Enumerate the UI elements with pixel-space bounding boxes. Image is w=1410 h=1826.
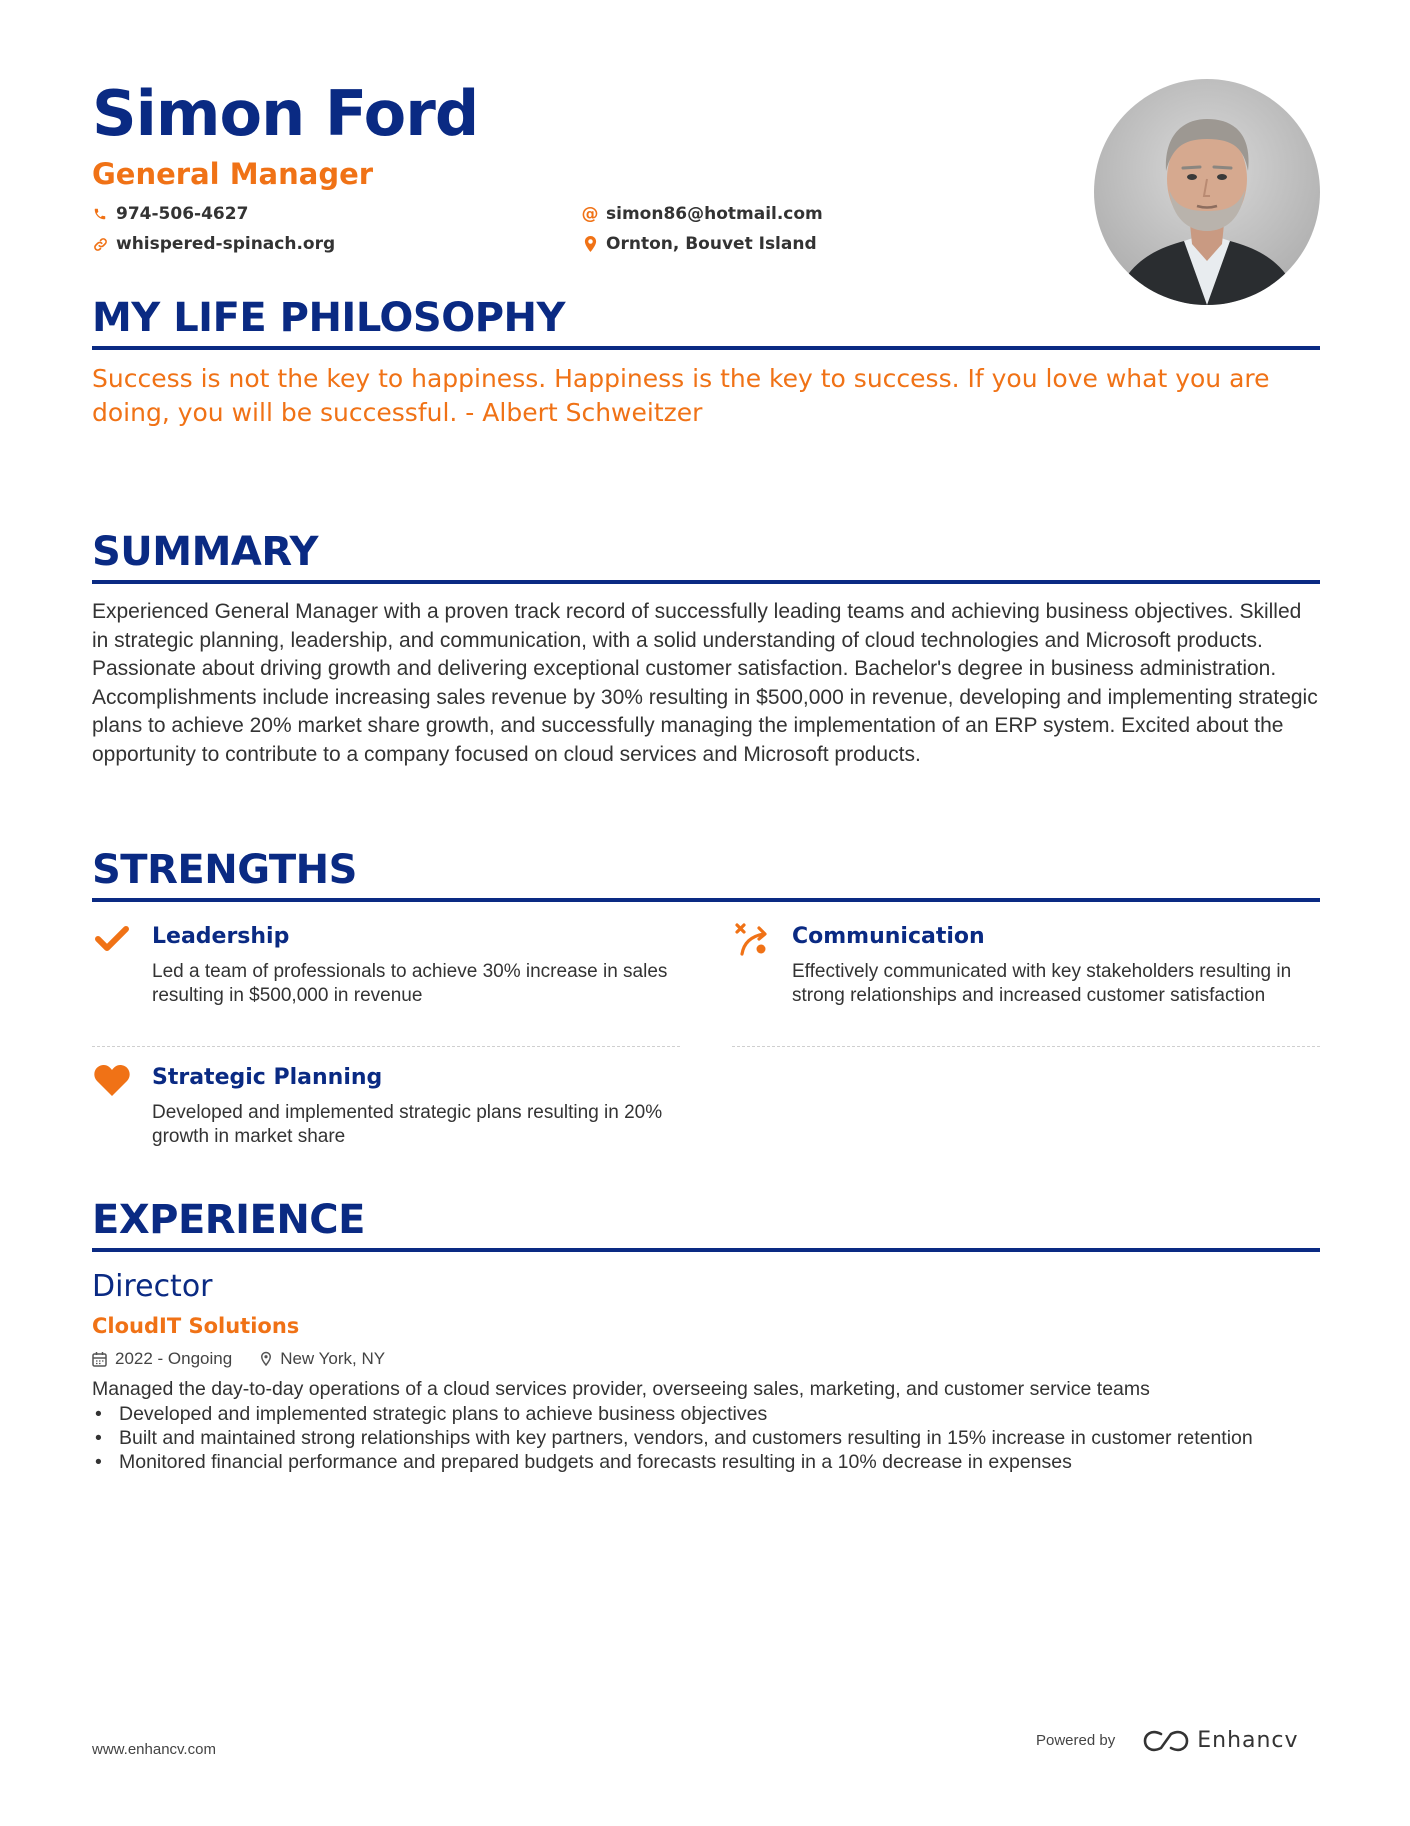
strength-desc: Effectively communicated with key stakeholders resulting in strong relationships and increased customer satisfaction xyxy=(792,961,1292,1006)
strength-title: Strategic Planning xyxy=(152,1065,383,1090)
job-meta xyxy=(92,1348,1320,1370)
experience-section xyxy=(92,1196,1320,1474)
list-item: • Developed and implemented strategic plans to achieve business objectives xyxy=(92,1402,1320,1426)
footer-brand xyxy=(1036,1728,1299,1753)
link-icon xyxy=(92,236,108,252)
job-location xyxy=(260,1349,385,1369)
strategy-path-icon xyxy=(732,922,772,956)
checkmark-icon xyxy=(92,922,132,956)
map-pin-icon xyxy=(582,236,598,252)
profile-photo xyxy=(1094,79,1320,305)
summary-text: Experienced General Manager with a proven track record of successfully leading teams and achieving business objectives. Skilled in strategic planning, leadership, and communication, with a solid understanding of cloud technologies and Microsoft products. Passionate about driving growth and delivering exceptional customer satisfaction. Bachelor's degree in business administration. Accomplishments include increasing sales revenue by 30% resulting in $500,000 in revenue, developing and implementing strategic plans to achieve 20% market share growth, and successfully managing the implementation of an ERP system. Excited about the opportunity to contribute to a company focused on cloud services and Microsoft products. xyxy=(92,600,1318,766)
job-location-text: New York, NY xyxy=(280,1349,386,1368)
website-contact[interactable] xyxy=(92,234,582,254)
email-contact[interactable] xyxy=(582,204,1022,224)
phone-contact[interactable] xyxy=(92,204,582,224)
strengths-grid xyxy=(92,922,1320,1182)
experience-entry xyxy=(92,1268,1320,1474)
enhancv-brand-text: Enhancv xyxy=(1197,1728,1299,1753)
powered-by-text: Powered by xyxy=(1036,1732,1116,1749)
footer-url[interactable]: www.enhancv.com xyxy=(92,1741,216,1758)
strength-desc: Led a team of professionals to achieve 30% increase in sales resulting in $500,000 in revenue xyxy=(152,961,668,1006)
phone-icon xyxy=(92,206,108,222)
phone-text: 974-506-4627 xyxy=(116,204,249,224)
strengths-heading: STRENGTHS xyxy=(92,846,1320,902)
heart-icon xyxy=(92,1063,132,1097)
company-name: CloudIT Solutions xyxy=(92,1314,300,1338)
enhancv-logo-icon xyxy=(1143,1729,1189,1753)
location-text: Ornton, Bouvet Island xyxy=(606,234,817,254)
list-item: • Monitored financial performance and prepared budgets and forecasts resulting in a 10% decrease in expenses xyxy=(92,1450,1320,1474)
experience-heading: EXPERIENCE xyxy=(92,1196,1320,1252)
at-sign-icon: @ xyxy=(581,204,599,224)
strength-title: Leadership xyxy=(152,924,290,949)
list-item: • Built and maintained strong relationships with key partners, vendors, and customers resulting in 15% increase in customer retention xyxy=(92,1426,1320,1450)
job-bullets xyxy=(92,1402,1320,1474)
location-contact xyxy=(582,234,1022,254)
summary-section xyxy=(92,528,1320,770)
calendar-icon xyxy=(92,1351,107,1367)
strength-desc: Developed and implemented strategic plans resulting in 20% growth in market share xyxy=(152,1102,663,1147)
map-pin-icon xyxy=(260,1351,272,1367)
job-description: Managed the day-to-day operations of a cloud services provider, overseeing sales, marketing, and customer service teams xyxy=(92,1378,1150,1400)
website-text: whispered-spinach.org xyxy=(116,234,336,254)
email-text: simon86@hotmail.com xyxy=(606,204,823,224)
philosophy-section xyxy=(92,294,1320,430)
strength-title: Communication xyxy=(792,924,985,949)
strengths-section xyxy=(92,846,1320,1182)
candidate-name: Simon Ford xyxy=(92,77,479,150)
candidate-role: General Manager xyxy=(92,157,374,191)
contact-info xyxy=(92,204,1032,254)
job-dates-text: 2022 - Ongoing xyxy=(115,1349,233,1368)
job-dates xyxy=(92,1349,232,1369)
summary-heading: SUMMARY xyxy=(92,528,1320,584)
philosophy-heading: MY LIFE PHILOSOPHY xyxy=(92,294,1320,350)
philosophy-quote: Success is not the key to happiness. Happiness is the key to success. If you love what you are doing, you will be successful. - Albert Schweitzer xyxy=(92,364,1270,427)
strength-divider xyxy=(92,1046,680,1047)
strength-divider xyxy=(732,1046,1320,1047)
job-title: Director xyxy=(92,1269,213,1304)
resume-header xyxy=(92,78,1032,254)
